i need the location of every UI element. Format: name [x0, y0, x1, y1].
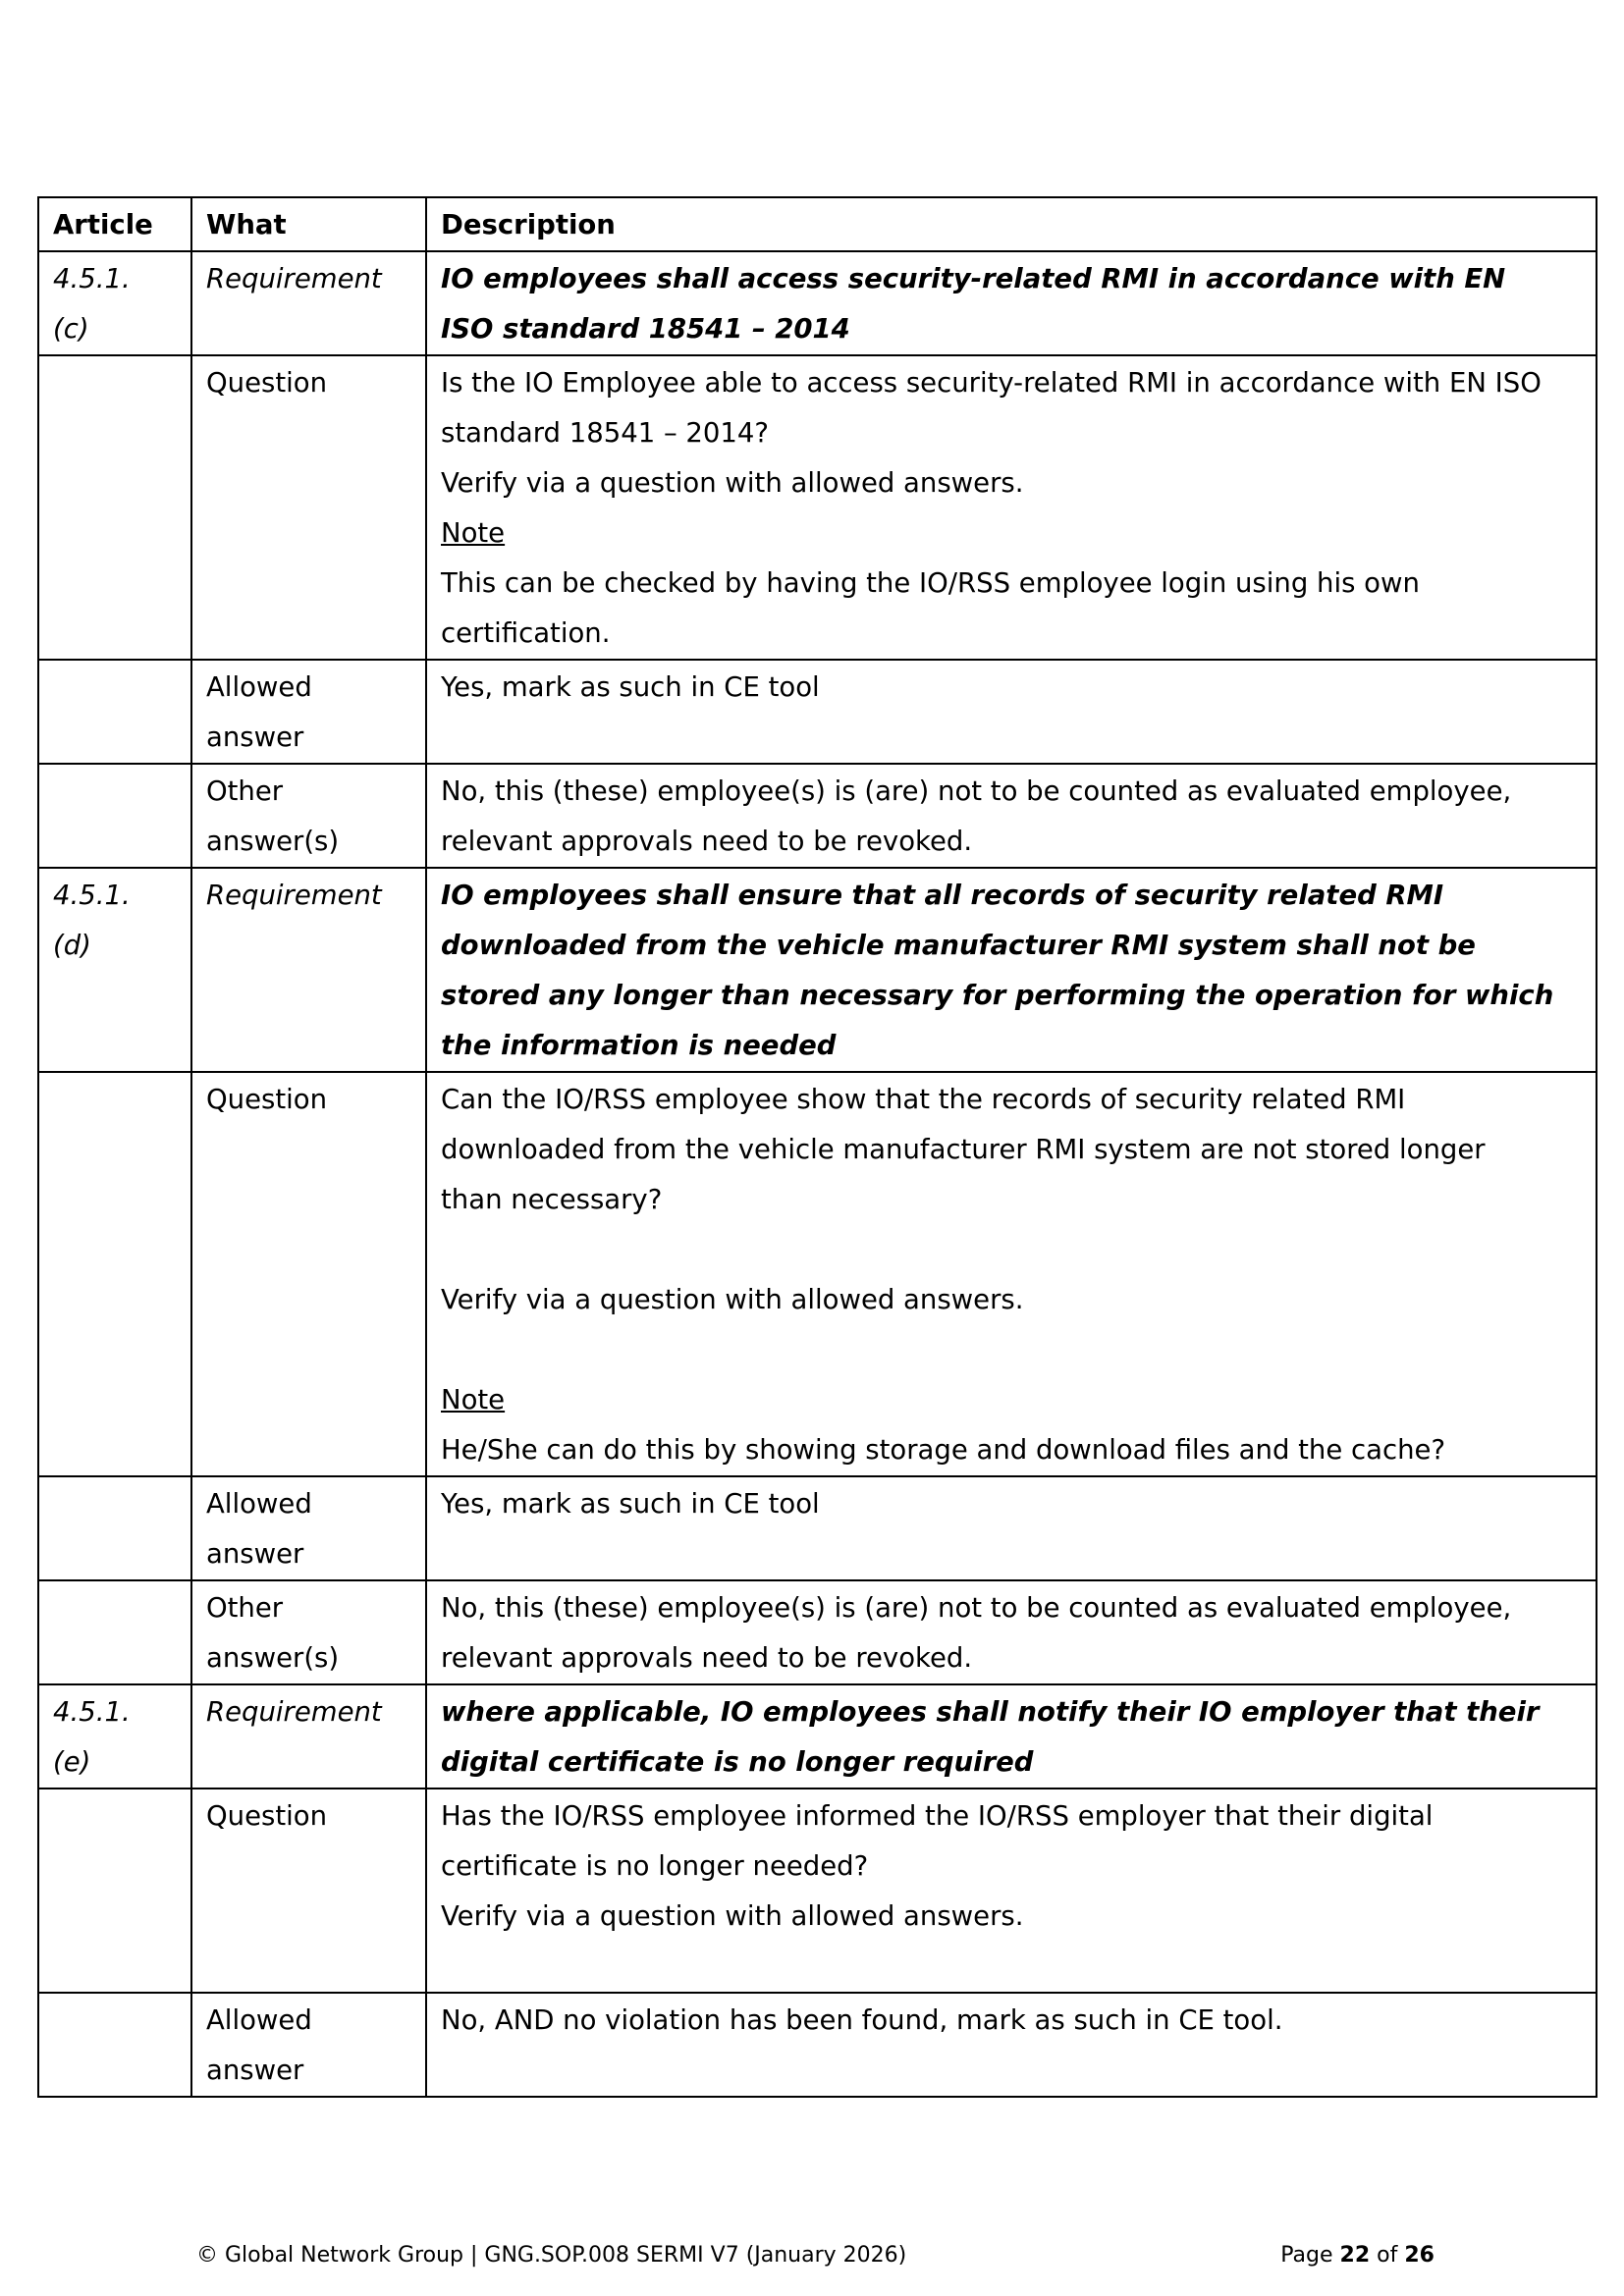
table-row	[38, 1684, 1597, 1789]
description-cell: IO employees shall access security-related RMI in accordance with EN ISO standard 18541 – 2014	[426, 251, 1597, 355]
table-row	[38, 1789, 1597, 1993]
table-row	[38, 1993, 1597, 2097]
what-cell: Question	[191, 355, 426, 660]
article-cell	[38, 660, 191, 764]
table-row	[38, 355, 1597, 660]
footer-page-number: Page 22 of 26	[1280, 2243, 1435, 2268]
what-cell: Question	[191, 1789, 426, 1993]
what-cell: Requirement	[191, 1684, 426, 1789]
article-cell	[38, 1072, 191, 1476]
description-cell: where applicable, IO employees shall notify their IO employer that their digital certificate is no longer required	[426, 1684, 1597, 1789]
what-cell: Allowed answer	[191, 1993, 426, 2097]
description-cell: Can the IO/RSS employee show that the records of security related RMI downloaded from the vehicle manufacturer RMI system are not stored longer than necessary? Verify via a question with allowed answers. Note He/She can do this by showing storage and download files and the cache?	[426, 1072, 1597, 1476]
what-cell: Allowed answer	[191, 1476, 426, 1580]
article-cell: 4.5.1. (e)	[38, 1684, 191, 1789]
what-cell: Question	[191, 1072, 426, 1476]
note-label: Note	[441, 517, 506, 549]
description-cell: Is the IO Employee able to access security-related RMI in accordance with EN ISO standard 18541 – 2014? Verify via a question with allowed answers. Note This can be checked by having the IO/RSS employee login using his own certification.	[426, 355, 1597, 660]
article-cell	[38, 1993, 191, 2097]
header-what: What	[191, 197, 426, 251]
description-cell: Yes, mark as such in CE tool	[426, 660, 1597, 764]
description-cell: Yes, mark as such in CE tool	[426, 1476, 1597, 1580]
article-cell	[38, 1476, 191, 1580]
table-row	[38, 1476, 1597, 1580]
what-cell: Allowed answer	[191, 660, 426, 764]
table-row	[38, 764, 1597, 868]
header-description: Description	[426, 197, 1597, 251]
table-row	[38, 868, 1597, 1072]
article-cell	[38, 355, 191, 660]
requirements-table	[37, 196, 1597, 2098]
table-row	[38, 1072, 1597, 1476]
article-cell	[38, 764, 191, 868]
article-cell	[38, 1580, 191, 1684]
what-cell: Requirement	[191, 251, 426, 355]
description-cell: No, this (these) employee(s) is (are) not to be counted as evaluated employee, relevant approvals need to be revoked.	[426, 764, 1597, 868]
what-cell: Other answer(s)	[191, 764, 426, 868]
description-cell: Has the IO/RSS employee informed the IO/RSS employer that their digital certificate is no longer needed? Verify via a question with allowed answers.	[426, 1789, 1597, 1993]
header-article: Article	[38, 197, 191, 251]
table-row	[38, 1580, 1597, 1684]
article-cell: 4.5.1. (c)	[38, 251, 191, 355]
description-cell: No, this (these) employee(s) is (are) not to be counted as evaluated employee, relevant approvals need to be revoked.	[426, 1580, 1597, 1684]
table-header-row	[38, 197, 1597, 251]
description-cell: IO employees shall ensure that all records of security related RMI downloaded from the vehicle manufacturer RMI system shall not be stored any longer than necessary for performing the operation for which the information is needed	[426, 868, 1597, 1072]
description-cell: No, AND no violation has been found, mark as such in CE tool.	[426, 1993, 1597, 2097]
what-cell: Other answer(s)	[191, 1580, 426, 1684]
article-cell: 4.5.1. (d)	[38, 868, 191, 1072]
table-row	[38, 660, 1597, 764]
table-row	[38, 251, 1597, 355]
footer-copyright: © Global Network Group | GNG.SOP.008 SERMI V7 (January 2026)	[196, 2243, 907, 2268]
what-cell: Requirement	[191, 868, 426, 1072]
article-cell	[38, 1789, 191, 1993]
note-label: Note	[441, 1384, 506, 1415]
